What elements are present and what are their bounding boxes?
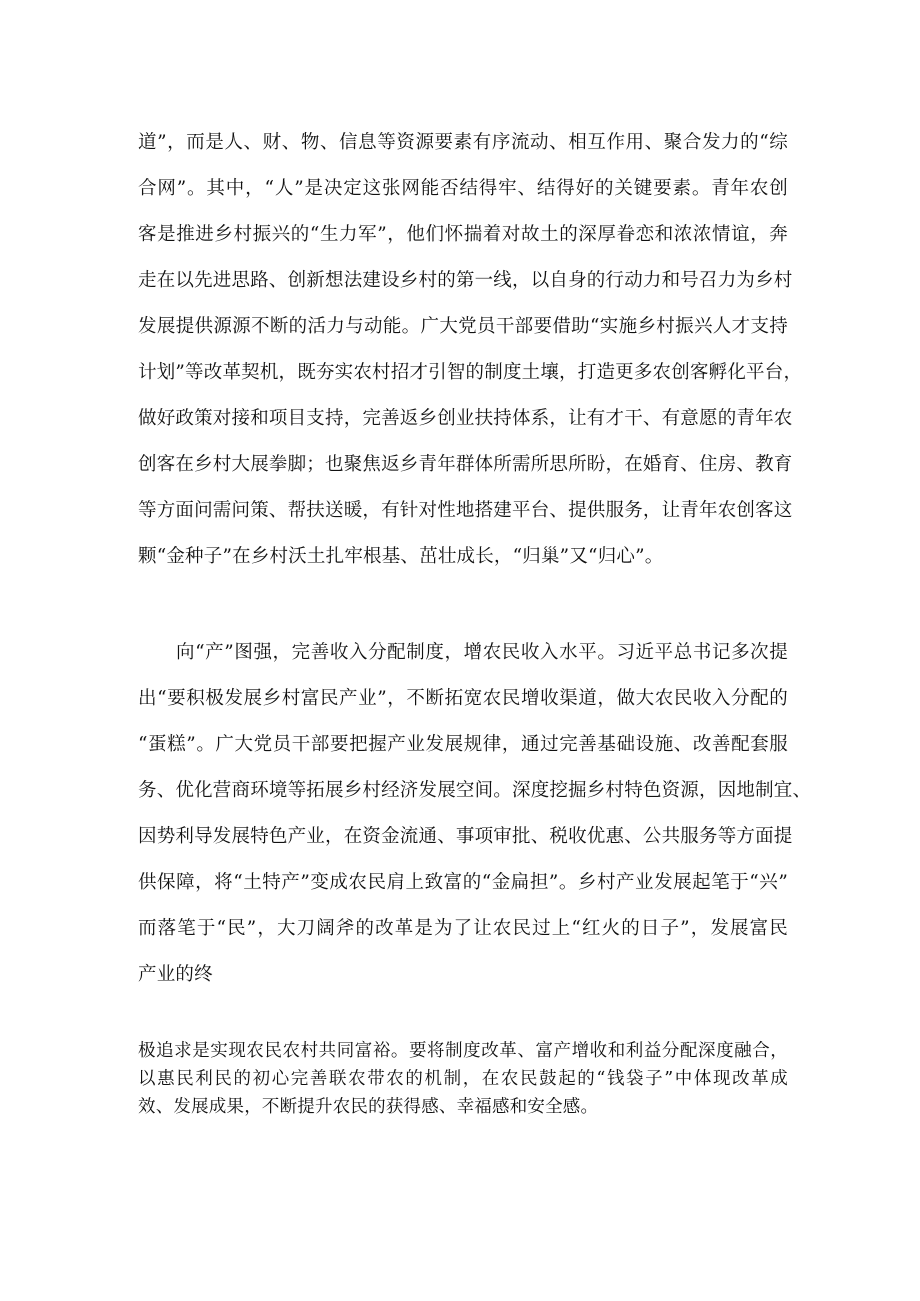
paragraph-talent [138, 120, 803, 580]
text-line: 道”，而是人、财、物、信息等资源要素有序流动、相互作用、聚合发力的“综 [138, 132, 788, 153]
text-line: 务、优化营商环境等拓展乡村经济发展空间。深度挖掘乡村特色资源，因地制宜、 [138, 780, 812, 801]
text-line: 出“要积极发展乡村富民产业”，不断拓宽农民增收渠道，做大农民收入分配的 [138, 688, 788, 709]
text-line: 做好政策对接和项目支持，完善返乡创业扶持体系，让有才干、有意愿的青年农 [138, 408, 793, 429]
text-line: 以惠民利民的初心完善联农带农的机制，在农民鼓起的“钱袋子”中体现改革成 [138, 1069, 788, 1089]
text-line: 发展提供源源不断的活力与动能。广大党员干部要借助“实施乡村振兴人才支持 [138, 316, 788, 337]
text-line: 走在以先进思路、创新想法建设乡村的第一线，以自身的行动力和号召力为乡村 [138, 270, 793, 291]
text-line: 颗“金种子”在乡村沃土扎牢根基、茁壮成长，“归巢”又“归心”。 [138, 546, 664, 567]
paragraph-prosperity [138, 1037, 788, 1121]
text-line: 而落笔于“民”，大刀阔斧的改革是为了让农民过上“红火的日子”，发展富民 [138, 918, 788, 939]
text-line: 计划”等改革契机，既夯实农村招才引智的制度土壤，打造更多农创客孵化平台， [138, 362, 803, 383]
paragraph-industry [138, 630, 812, 998]
text-line: 供保障，将“土特产”变成农民肩上致富的“金扁担”。乡村产业发展起笔于“兴” [138, 872, 788, 893]
text-line: 因势利导发展特色产业，在资金流通、事项审批、税收优惠、公共服务等方面提 [138, 826, 793, 847]
text-line: 极追求是实现农民农村共同富裕。要将制度改革、富产增收和利益分配深度融合， [138, 1041, 788, 1061]
text-line: 创客在乡村大展拳脚；也聚焦返乡青年群体所需所思所盼，在婚育、住房、教育 [138, 454, 793, 475]
text-line: 效、发展成果，不断提升农民的获得感、幸福感和安全感。 [138, 1097, 599, 1117]
text-line-first: 向“产”图强，完善收入分配制度，增农民收入水平。习近平总书记多次提 [176, 642, 788, 663]
text-line: 等方面问需问策、帮扶送暖，有针对性地搭建平台、提供服务，让青年农创客这 [138, 500, 793, 521]
text-line: 合网”。其中，“人”是决定这张网能否结得牢、结得好的关键要素。青年农创 [138, 178, 788, 199]
text-line: 产业的终 [138, 964, 213, 985]
text-line: 客是推进乡村振兴的“生力军”，他们怀揣着对故土的深厚眷恋和浓浓情谊，奔 [138, 224, 788, 245]
text-line: “蛋糕”。广大党员干部要把握产业发展规律，通过完善基础设施、改善配套服 [138, 734, 788, 755]
